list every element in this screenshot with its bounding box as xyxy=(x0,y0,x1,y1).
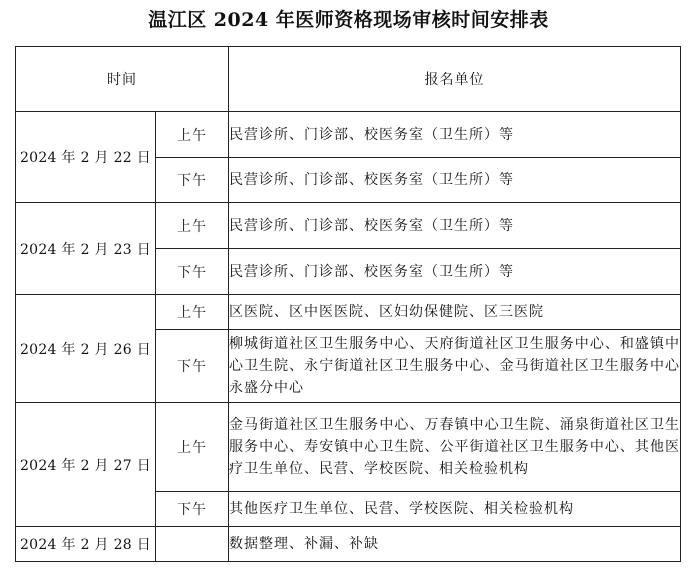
period-cell: 上午 xyxy=(156,403,229,492)
document-title: 温江区 2024 年医师资格现场审核时间安排表 xyxy=(148,9,549,31)
table-row xyxy=(16,203,681,249)
date-cell: 2024 年 2 月 28 日 xyxy=(16,527,156,562)
header-time: 时间 xyxy=(16,47,229,112)
table-row xyxy=(16,295,681,330)
table-row xyxy=(16,403,681,492)
units-cell: 柳城街道社区卫生服务中心、天府街道社区卫生服务中心、和盛镇中心卫生院、永宁街道社区卫生服务中心、金马街道社区卫生服务中心永盛分中心 xyxy=(229,330,681,403)
units-cell: 民营诊所、门诊部、校医务室（卫生所）等 xyxy=(229,203,681,249)
units-cell: 金马街道社区卫生服务中心、万春镇中心卫生院、涌泉街道社区卫生服务中心、寿安镇中心卫生院、公平街道社区卫生服务中心、其他医疗卫生单位、民营、学校医院、相关检验机构 xyxy=(229,403,681,492)
date-cell: 2024 年 2 月 22 日 xyxy=(16,112,156,203)
period-cell: 上午 xyxy=(156,203,229,249)
table-row xyxy=(16,112,681,158)
period-cell: 下午 xyxy=(156,492,229,527)
period-cell: 上午 xyxy=(156,112,229,158)
period-cell: 下午 xyxy=(156,330,229,403)
units-cell: 其他医疗卫生单位、民营、学校医院、相关检验机构 xyxy=(229,492,681,527)
units-cell: 数据整理、补漏、补缺 xyxy=(229,527,681,562)
header-units: 报名单位 xyxy=(229,47,681,112)
units-cell: 民营诊所、门诊部、校医务室（卫生所）等 xyxy=(229,112,681,158)
table-row xyxy=(16,527,681,562)
units-cell: 民营诊所、门诊部、校医务室（卫生所）等 xyxy=(229,249,681,295)
units-cell: 民营诊所、门诊部、校医务室（卫生所）等 xyxy=(229,158,681,203)
period-cell: 上午 xyxy=(156,295,229,330)
date-cell: 2024 年 2 月 26 日 xyxy=(16,295,156,403)
units-cell: 区医院、区中医医院、区妇幼保健院、区三医院 xyxy=(229,295,681,330)
date-cell: 2024 年 2 月 23 日 xyxy=(16,203,156,295)
schedule-table xyxy=(15,46,681,562)
date-cell: 2024 年 2 月 27 日 xyxy=(16,403,156,527)
table-header-row xyxy=(16,47,681,112)
period-cell: 下午 xyxy=(156,158,229,203)
period-cell: 下午 xyxy=(156,249,229,295)
period-cell xyxy=(156,527,229,562)
